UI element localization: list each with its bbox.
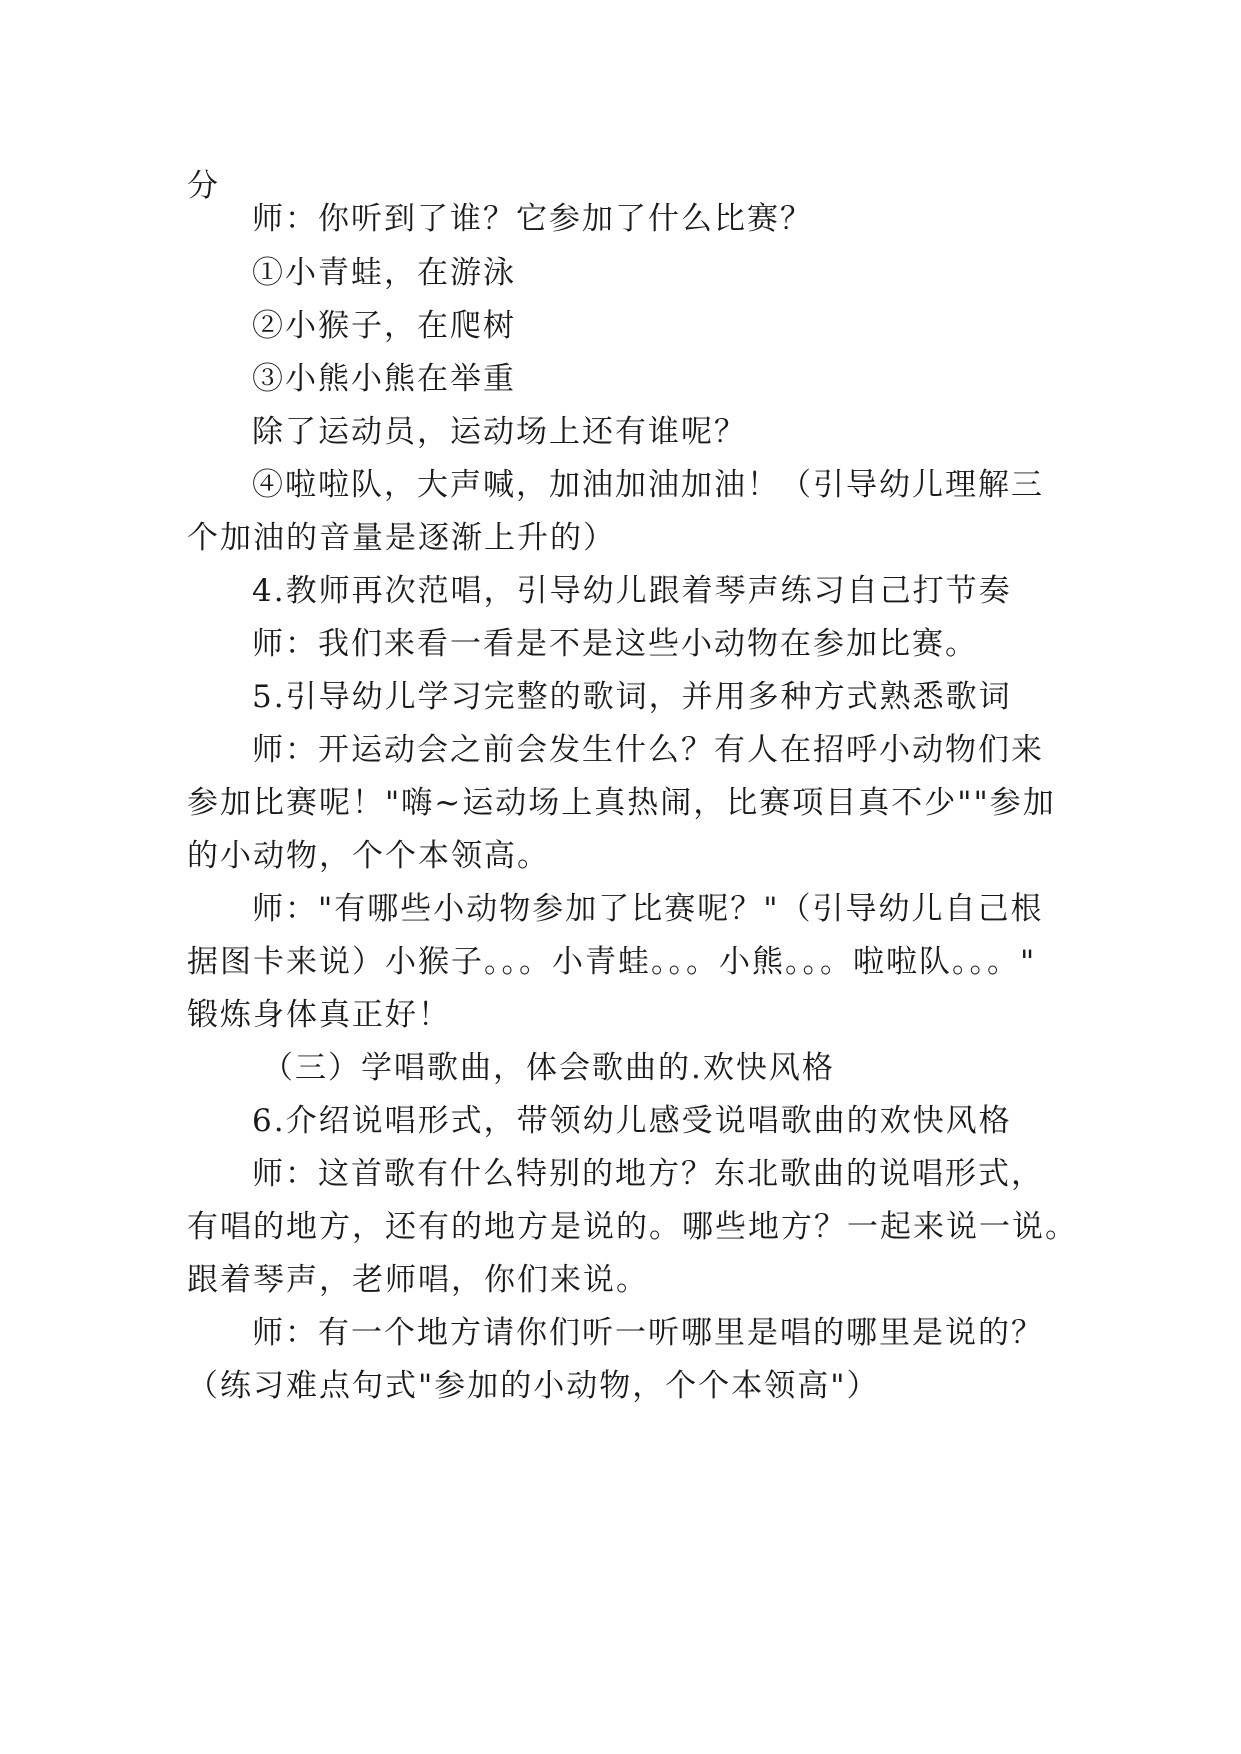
- list-item: ①小青蛙，在游泳: [252, 255, 516, 291]
- list-item: ④啦啦队，大声喊，加油加油加油！（引导幼儿理解三: [252, 467, 1044, 503]
- section-heading: （三）学唱歌曲，体会歌曲的.欢快风格: [262, 1050, 835, 1086]
- text-line: 有唱的地方，还有的地方是说的。哪些地方？一起来说一说。: [187, 1209, 1078, 1245]
- text-line: 师：你听到了谁？它参加了什么比赛？: [252, 201, 813, 237]
- text-line: 锻炼身体真正好！: [187, 997, 451, 1033]
- text-line: 师：有一个地方请你们听一听哪里是唱的哪里是说的？: [252, 1315, 1044, 1351]
- text-line: 师：我们来看一看是不是这些小动物在参加比赛。: [252, 626, 978, 662]
- list-item: ③小熊小熊在举重: [252, 361, 516, 397]
- text-line: （练习难点句式"参加的小动物，个个本领高"）: [187, 1368, 880, 1404]
- list-item: ②小猴子，在爬树: [252, 308, 516, 344]
- text-line: 分: [187, 168, 220, 204]
- text-line: 跟着琴声，老师唱，你们来说。: [187, 1262, 649, 1298]
- text-line: 据图卡来说）小猴子。。。小青蛙。。。小熊。。。啦啦队。。。": [187, 944, 1037, 980]
- step-heading: 6.介绍说唱形式，带领幼儿感受说唱歌曲的欢快风格: [252, 1103, 1012, 1139]
- text-line: 师：这首歌有什么特别的地方？东北歌曲的说唱形式，: [252, 1156, 1044, 1192]
- step-heading: 4.教师再次范唱，引导幼儿跟着琴声练习自己打节奏: [252, 573, 1012, 609]
- text-line: 的小动物，个个本领高。: [187, 838, 550, 874]
- text-line: 师：开运动会之前会发生什么？有人在招呼小动物们来: [252, 732, 1044, 768]
- text-line: 个加油的音量是逐渐上升的）: [187, 520, 616, 556]
- text-line: 除了运动员，运动场上还有谁呢？: [252, 414, 747, 450]
- text-line: 参加比赛呢！"嗨~运动场上真热闹，比赛项目真不少""参加: [187, 785, 1056, 821]
- text-line: 师："有哪些小动物参加了比赛呢？"（引导幼儿自己根: [252, 891, 1044, 927]
- step-heading: 5.引导幼儿学习完整的歌词，并用多种方式熟悉歌词: [252, 679, 1012, 715]
